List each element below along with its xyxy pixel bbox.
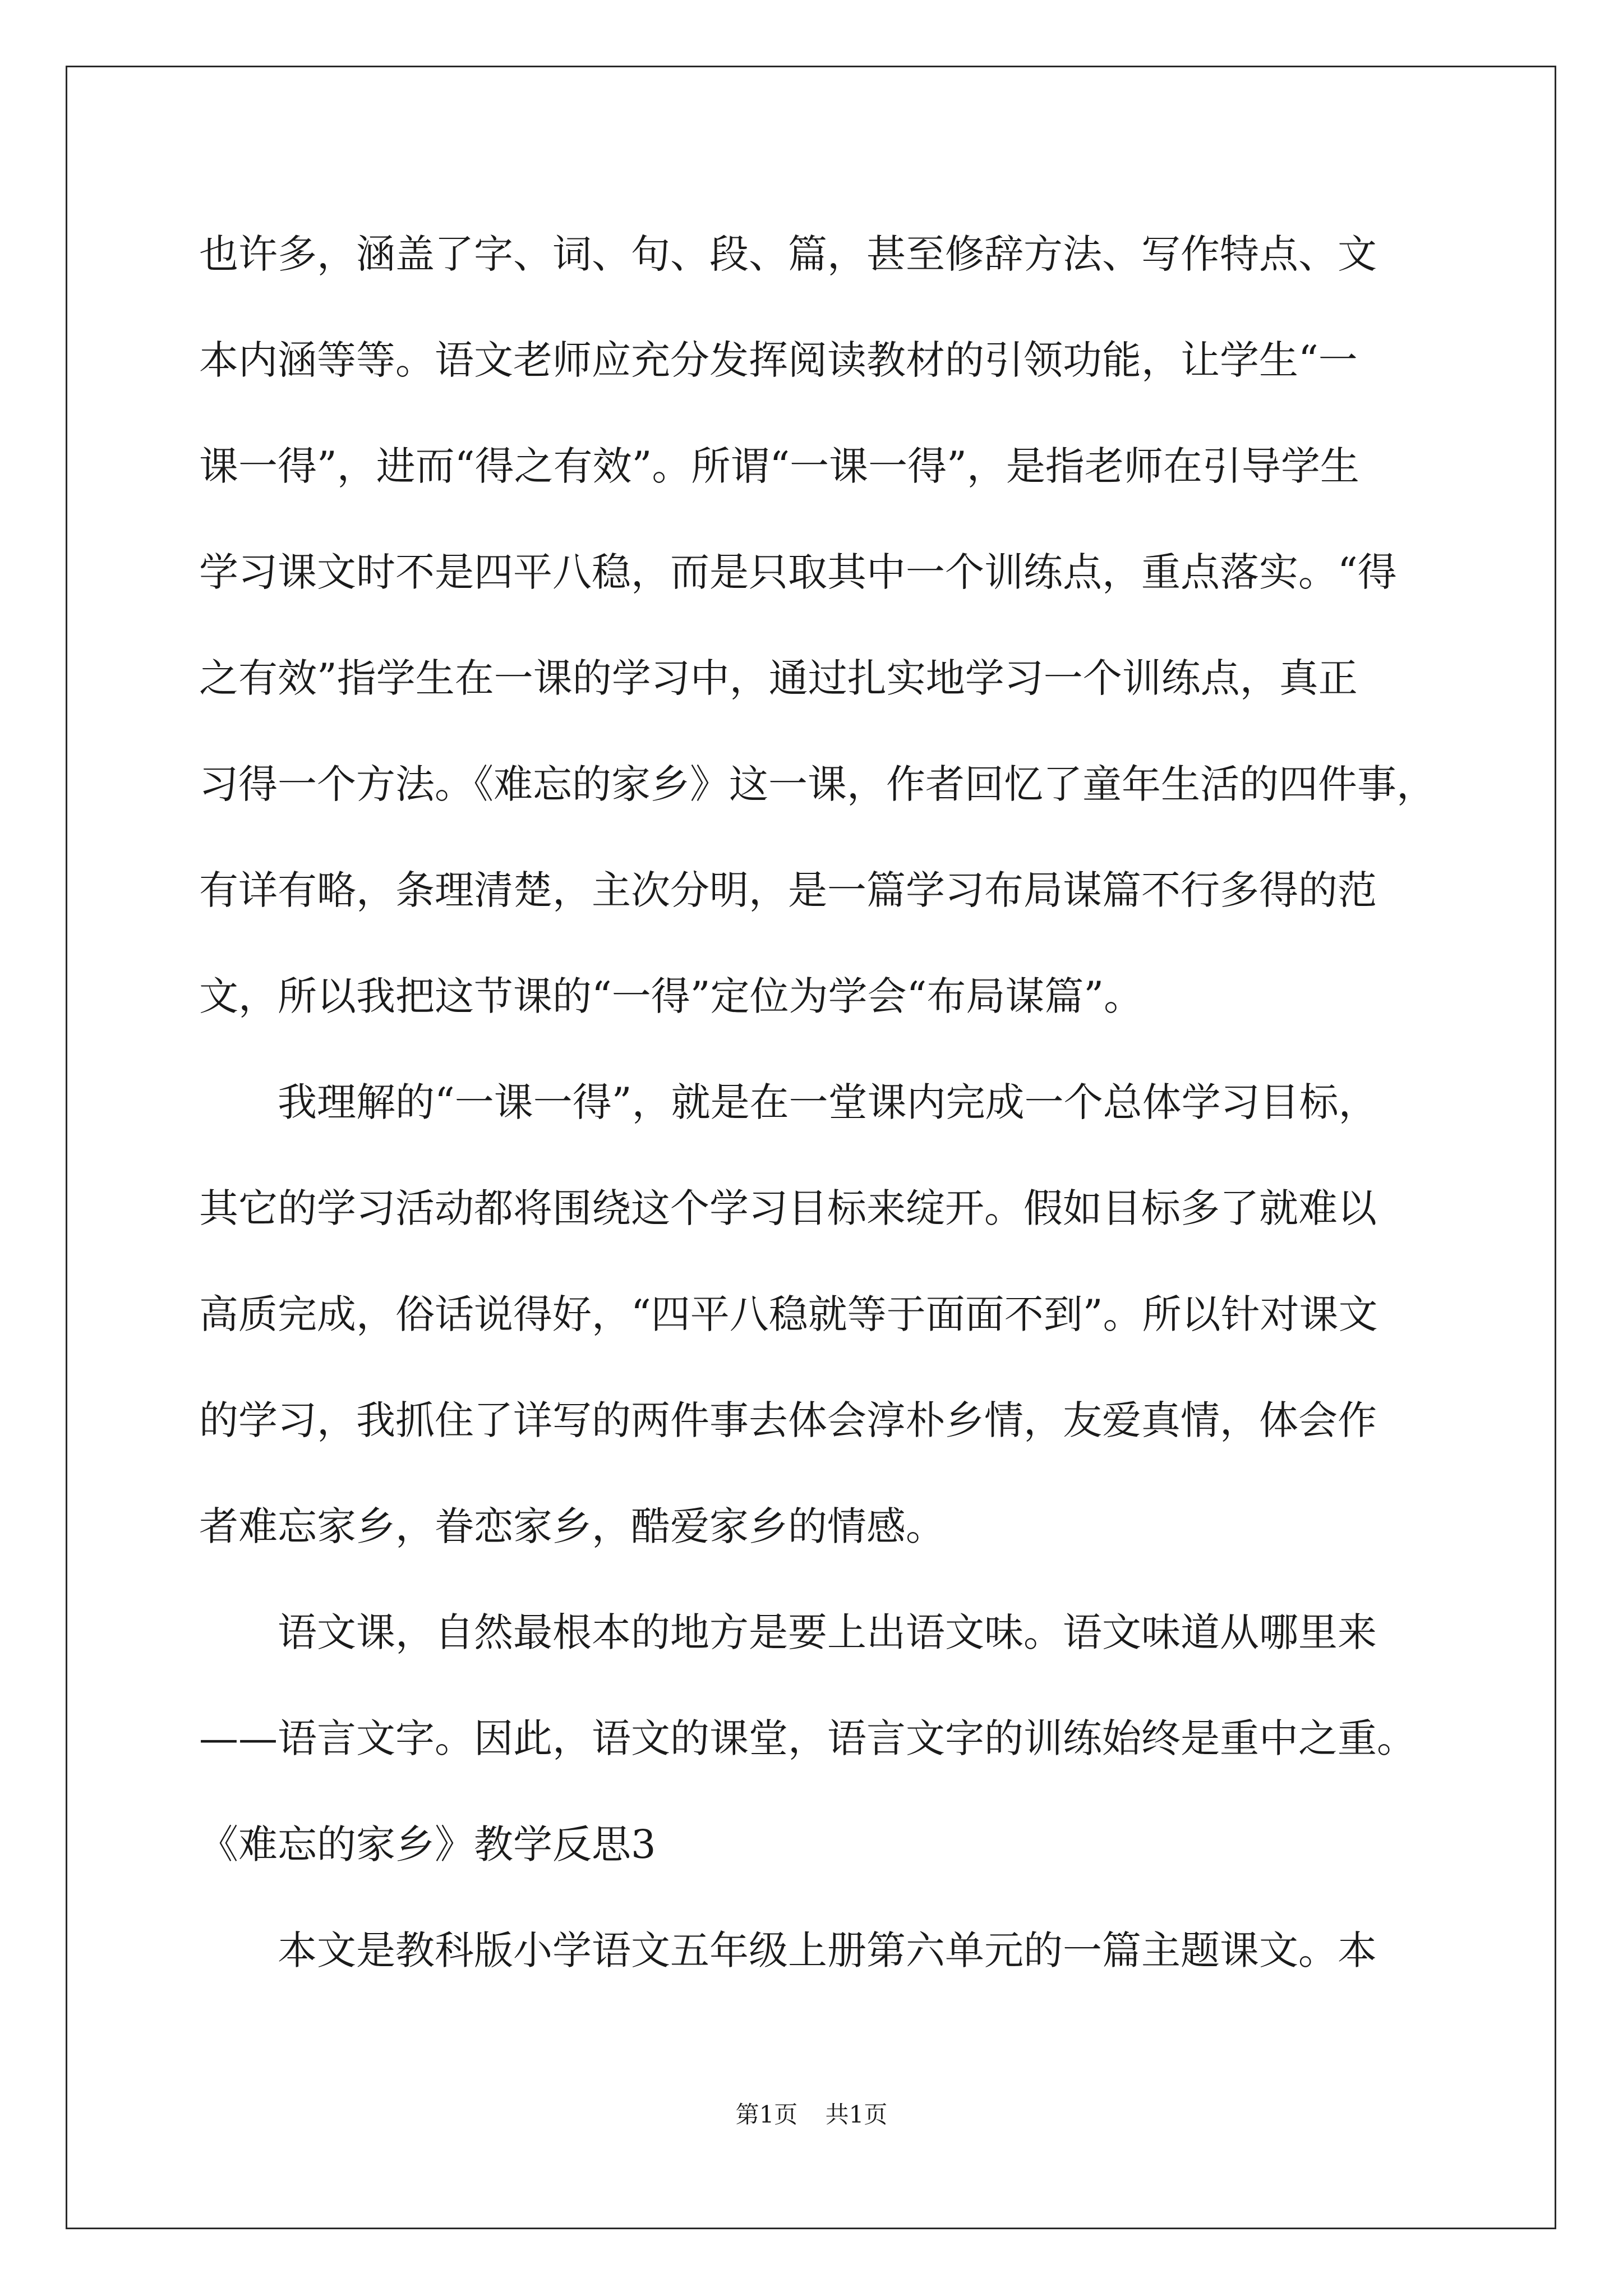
paragraph-start: 我理解的“一课一得”，就是在一堂课内完成一个总体学习目标， <box>278 1079 1378 1125</box>
text-line: 也许多，涵盖了字、词、句、段、篇，甚至修辞方法、写作特点、文 <box>199 231 1377 277</box>
text-line: 的学习，我抓住了详写的两件事去体会淳朴乡情，友爱真情，体会作 <box>199 1397 1377 1443</box>
page-total: 共1页 <box>825 2101 888 2128</box>
text-line: 习得一个方法。《难忘的家乡》这一课，作者回忆了童年生活的四件事， <box>199 761 1436 807</box>
text-line: 本内涵等等。语文老师应充分发挥阅读教材的引领功能，让学生“一 <box>199 337 1358 383</box>
text-line: 课一得”，进而“得之有效”。所谓“一课一得”，是指老师在引导学生 <box>199 443 1359 489</box>
page-footer <box>0 2098 1623 2132</box>
text-line: 之有效”指学生在一课的学习中，通过扎实地学习一个训练点，真正 <box>199 655 1358 701</box>
text-line: ——语言文字。因此，语文的课堂，语言文字的训练始终是重中之重。 <box>199 1715 1416 1761</box>
text-line: 学习课文时不是四平八稳，而是只取其中一个训练点，重点落实。“得 <box>199 549 1397 595</box>
text-line: 文，所以我把这节课的“一得”定位为学会“布局谋篇”。 <box>199 973 1144 1019</box>
text-line: 有详有略，条理清楚，主次分明，是一篇学习布局谋篇不行多得的范 <box>199 867 1377 913</box>
text-line: 者难忘家乡，眷恋家乡，酷爱家乡的情感。 <box>199 1503 945 1549</box>
paragraph-start: 语文课，自然最根本的地方是要上出语文味。语文味道从哪里来 <box>278 1609 1377 1655</box>
text-line: 高质完成，俗话说得好，“四平八稳就等于面面不到”。所以针对课文 <box>199 1291 1378 1337</box>
page-border <box>66 66 1556 2229</box>
text-line: 其它的学习活动都将围绕这个学习目标来绽开。假如目标多了就难以 <box>199 1185 1377 1231</box>
paragraph-start: 本文是教科版小学语文五年级上册第六单元的一篇主题课文。本 <box>278 1927 1377 1973</box>
section-heading: 《难忘的家乡》教学反思3 <box>199 1821 656 1867</box>
page-number: 第1页 <box>735 2101 798 2128</box>
